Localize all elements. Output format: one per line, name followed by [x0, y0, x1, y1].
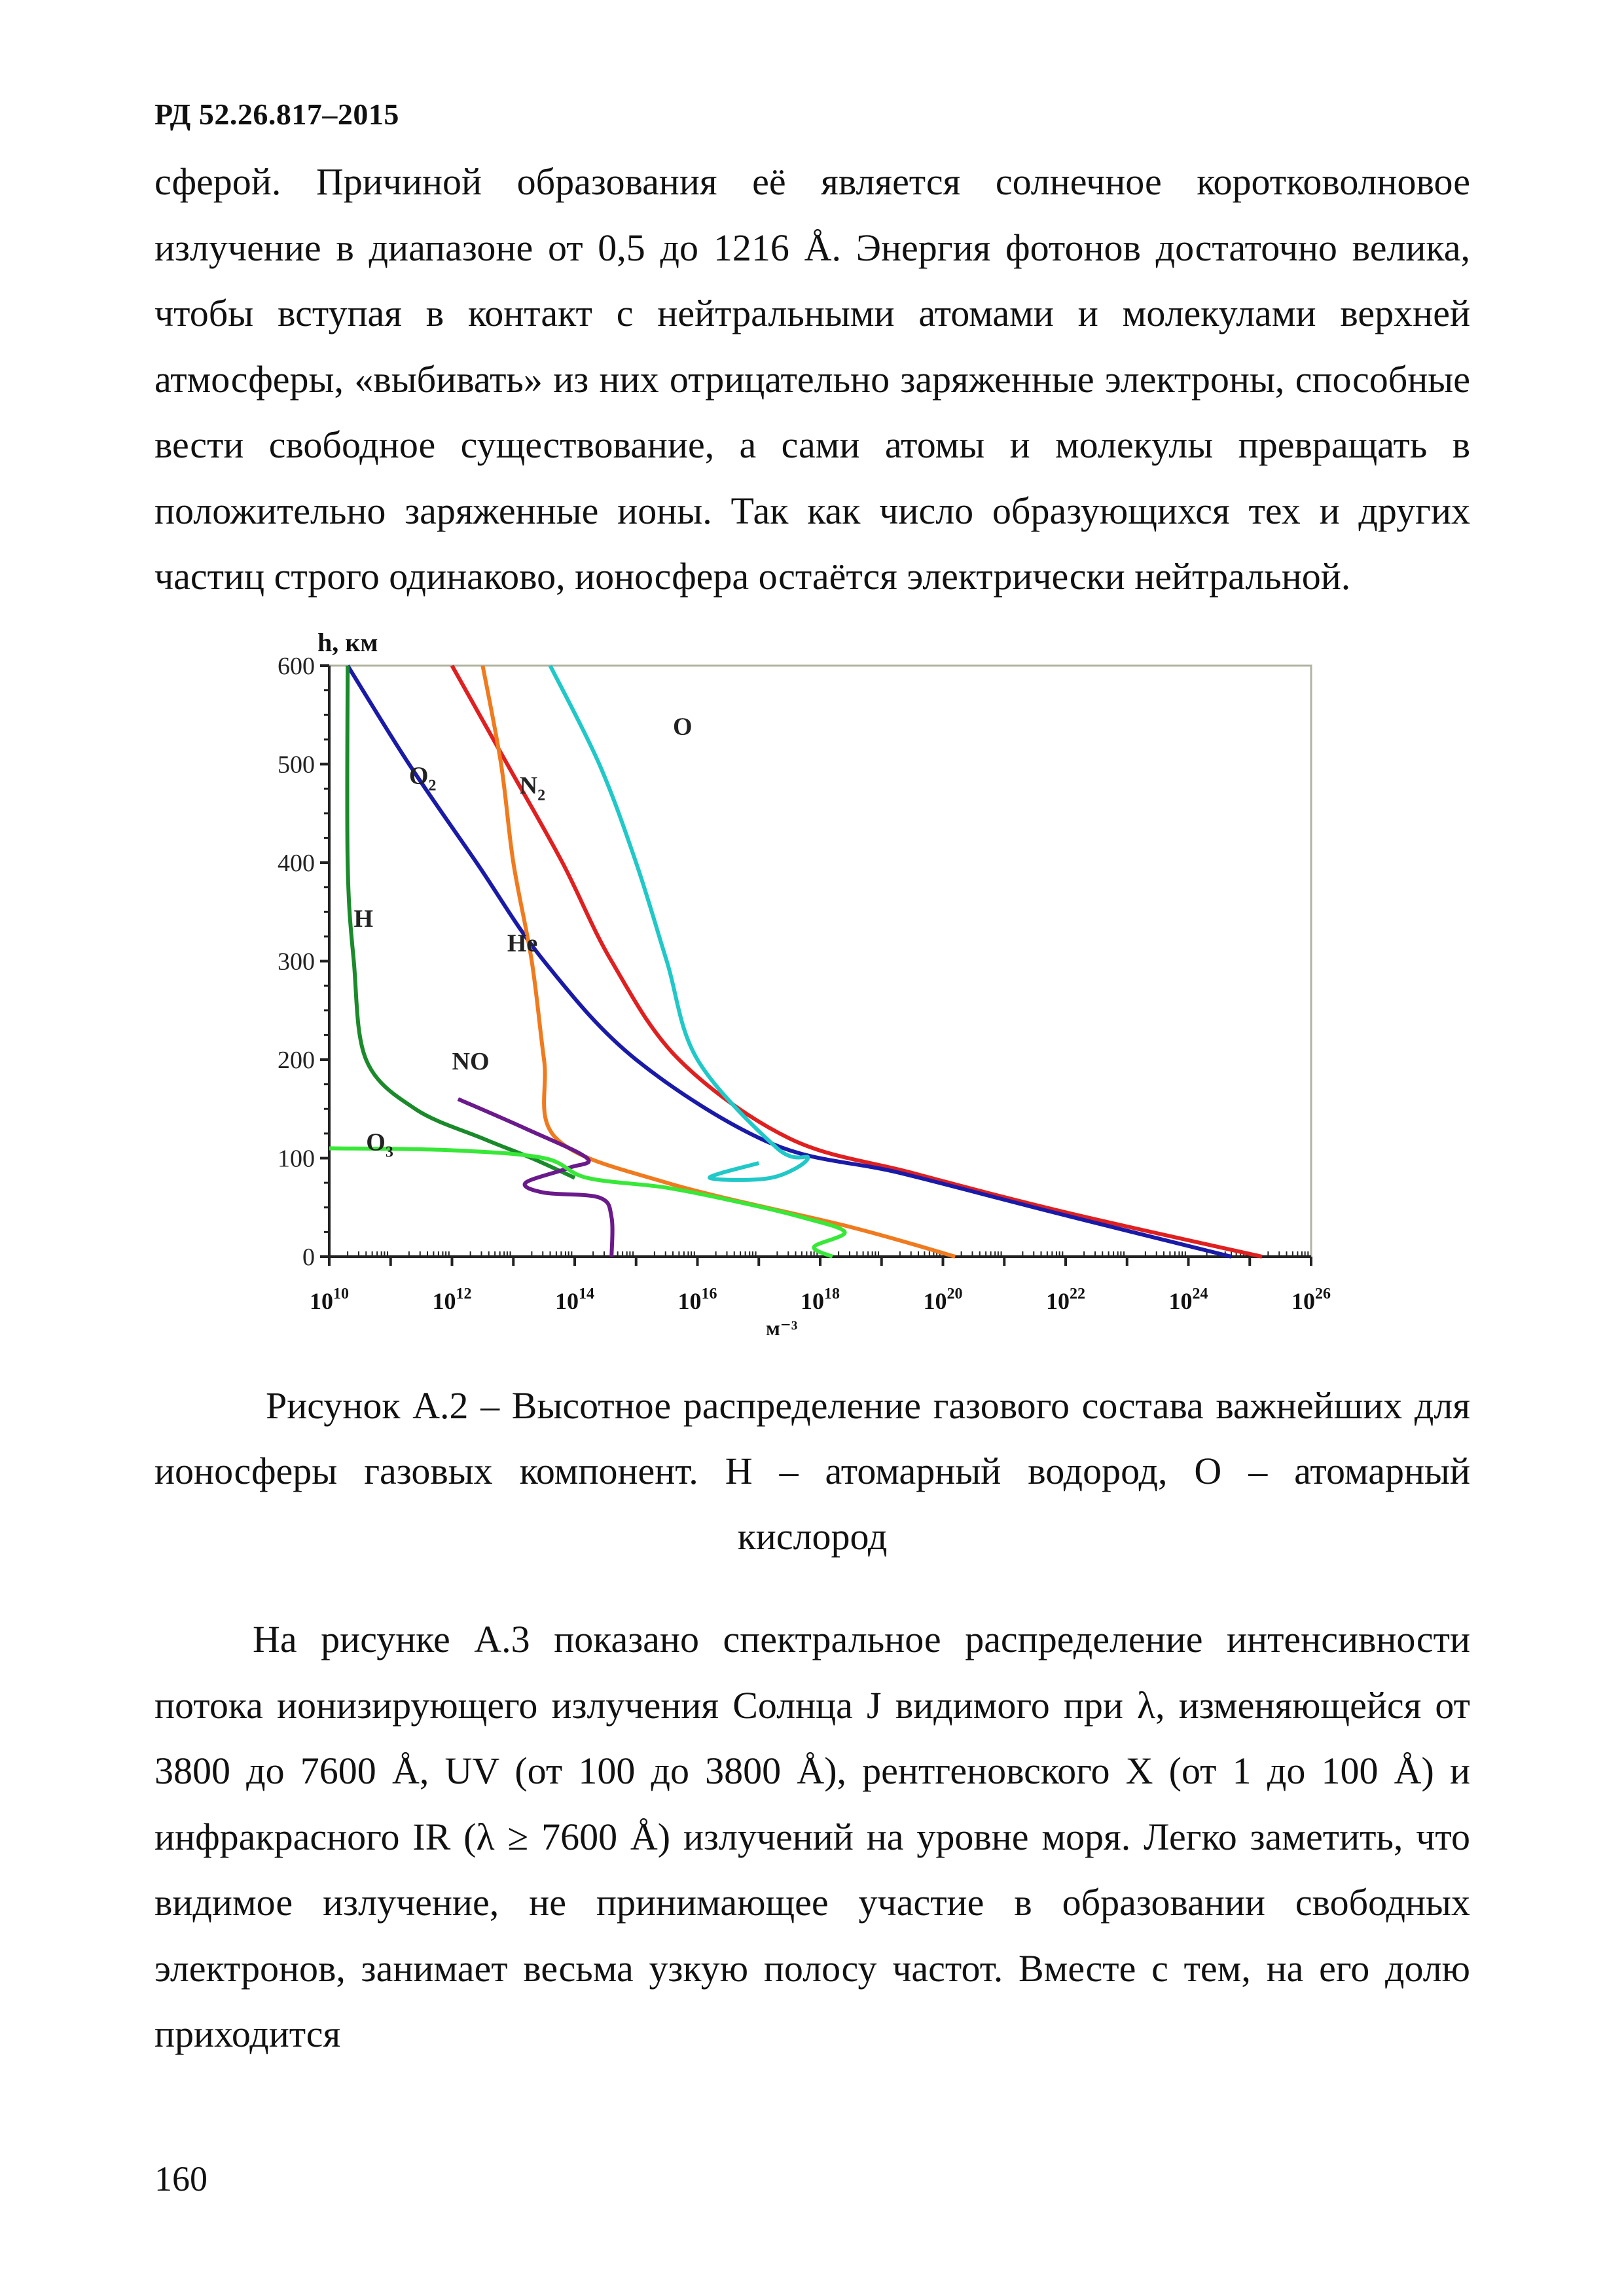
series-label-no: NO — [452, 1048, 490, 1076]
y-tick-label: 200 — [278, 1047, 315, 1074]
page-header: РД 52.26.817–2015 — [154, 98, 399, 131]
x-tick-label: $10^{20}$ — [923, 1285, 963, 1314]
x-axis-unit-label: м⁻³ — [766, 1316, 798, 1340]
series-line-o2 — [348, 666, 1231, 1257]
series-label-o2: $O_2$ — [408, 762, 437, 795]
series-lines — [329, 666, 1262, 1257]
y-tick-label: 500 — [278, 751, 315, 779]
x-tick-label: $10^{26}$ — [1291, 1285, 1331, 1314]
paragraph-spectrum: На рисунке А.3 показано спектральное распределение интенсивности потока ионизирующего излучения Солнца J видимого при λ, изменяющейся от 3800 до 7600 Å, UV (от 100 до 3800 Å), рентгеновского X (от 1 до 100 Å) и инфракрасного IR (λ ≥ 7600 Å) излучений на уровне моря. Легко заметить, что видимое излучение, не принимающее участие в образовании свободных электронов, занимает весьма узкую полосу частот. Вместе с тем, на его долю приходится — [154, 1618, 1470, 2055]
series-label-o3: $O_3$ — [366, 1128, 393, 1161]
y-axis-ticks — [278, 653, 329, 1271]
x-axis-ticks — [310, 1251, 1331, 1314]
x-tick-label: $10^{18}$ — [801, 1285, 840, 1314]
y-tick-label: 400 — [278, 850, 315, 877]
y-tick-label: 0 — [302, 1244, 315, 1271]
x-tick-label: $10^{10}$ — [310, 1285, 349, 1314]
series-line-o — [550, 666, 808, 1180]
y-tick-label: 300 — [278, 948, 315, 976]
series-label-o: O — [673, 713, 693, 741]
plot-area-frame — [329, 666, 1311, 1257]
x-tick-label: $10^{12}$ — [432, 1285, 472, 1314]
figure-caption: Рисунок А.2 – Высотное распределение газового состава важнейших для ионосферы газовых компонент. H – атомарный водород, O – атомарный кислород — [154, 1384, 1470, 1558]
x-tick-label: $10^{16}$ — [677, 1285, 717, 1314]
series-label-n2: $N_2$ — [519, 772, 546, 804]
paragraph-intro: сферой. Причиной образования её является солнечное коротковолновое излучение в диапазоне от 0,5 до 1216 Å. Энергия фотонов достаточно велика, чтобы вступая в контакт с нейтральными атомами и молекулами верхней атмосферы, «выбивать» из них отрицательно заряженные электроны, способные вести свободное существование, а сами атомы и молекулы превращать в положительно заряженные ионы. Так как число образующихся тех и других частиц строго одинаково, ионосфера остаётся электрически нейтральной. — [154, 160, 1470, 598]
series-label-he: He — [507, 929, 538, 958]
x-tick-label: $10^{14}$ — [555, 1285, 594, 1314]
y-tick-label: 100 — [278, 1145, 315, 1173]
x-tick-label: $10^{22}$ — [1046, 1285, 1085, 1314]
y-tick-label: 600 — [278, 653, 315, 680]
y-axis-label: h, км — [317, 628, 378, 657]
density-altitude-chart — [242, 615, 1420, 1345]
series-label-h: H — [353, 905, 374, 933]
page-number: 160 — [154, 2159, 208, 2198]
x-tick-label: $10^{24}$ — [1168, 1285, 1208, 1314]
